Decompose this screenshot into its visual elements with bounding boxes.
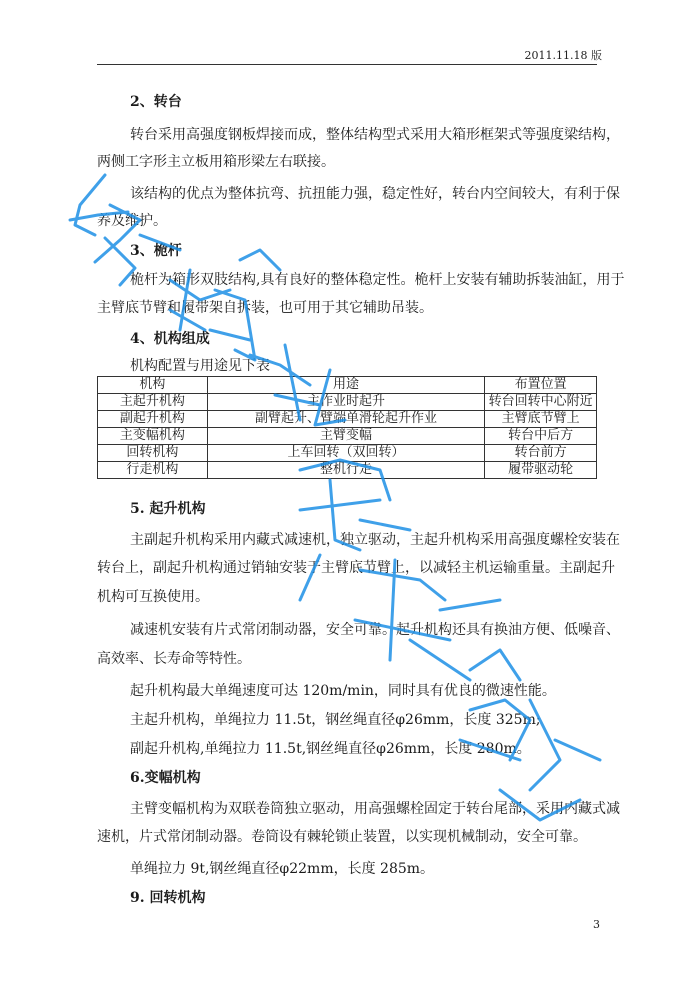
- turntable-p2-line2: 养及维护。: [97, 213, 167, 229]
- table-header-cell: 用途: [207, 377, 484, 394]
- hoist-aux-spec: 副起升机构,单绳拉力 11.5t,钢丝绳直径φ26mm，长度 280m。: [130, 741, 531, 757]
- turntable-p1-line1: 转台采用高强度钢板焊接而成，整体结构型式采用大箱形框架式等强度梁结构，: [130, 127, 620, 143]
- hoist-p2-line2: 高效率、长寿命等特性。: [97, 651, 251, 667]
- table-cell: 主起升机构: [98, 394, 208, 411]
- hoist-speed: 起升机构最大单绳速度可达 120m/min，同时具有优良的微速性能。: [130, 683, 556, 699]
- table-cell: 主臂底节臂上: [485, 411, 597, 428]
- heading-turntable: 2、转台: [130, 94, 182, 110]
- table-cell: 回转机构: [98, 445, 208, 462]
- table-row: [98, 462, 597, 479]
- hoist-p2-line1: 减速机安装有片式常闭制动器，安全可靠。起升机构还具有换油方便、低噪音、: [130, 622, 620, 638]
- mast-p1-line2: 主臂底节臂和履带架自拆装，也可用于其它辅助吊装。: [97, 300, 433, 316]
- mechanism-table: [97, 376, 597, 479]
- hoist-main-spec: 主起升机构，单绳拉力 11.5t，钢丝绳直径φ26mm，长度 325m;: [130, 712, 541, 728]
- table-row: [98, 394, 597, 411]
- heading-mast: 3、桅杆: [130, 243, 182, 259]
- table-cell: 履带驱动轮: [485, 462, 597, 479]
- table-cell: 主臂变幅: [207, 428, 484, 445]
- table-cell: 整机行走: [207, 462, 484, 479]
- table-cell: 转台前方: [485, 445, 597, 462]
- table-row: [98, 411, 597, 428]
- mast-p1-line1: 桅杆为箱形双肢结构,具有良好的整体稳定性。桅杆上安装有辅助拆装油缸，用于: [130, 272, 625, 288]
- luffing-p1-line1: 主臂变幅机构为双联卷筒独立驱动，用高强螺栓固定于转台尾部，采用内藏式减: [130, 801, 620, 817]
- table-cell: 转台回转中心附近: [485, 394, 597, 411]
- table-cell: 转台中后方: [485, 428, 597, 445]
- table-header-cell: 机构: [98, 377, 208, 394]
- luffing-p1-line2: 速机，片式常闭制动器。卷筒设有棘轮锁止装置，以实现机械制动，安全可靠。: [97, 829, 587, 845]
- mechanisms-intro: 机构配置与用途见下表: [130, 358, 270, 374]
- heading-luffing: 6.变幅机构: [130, 770, 201, 786]
- hoist-p1-line2: 转台上，副起升机构通过销轴安装于主臂底节臂上，以减轻主机运输重量。主副起升: [97, 560, 615, 576]
- table-cell: 主变幅机构: [98, 428, 208, 445]
- luffing-spec: 单绳拉力 9t,钢丝绳直径φ22mm，长度 285m。: [130, 861, 435, 877]
- table-cell: 主作业时起升: [207, 394, 484, 411]
- table-row: [98, 428, 597, 445]
- heading-mechanisms: 4、机构组成: [130, 331, 210, 347]
- page-number: 3: [593, 918, 600, 931]
- heading-hoist: 5. 起升机构: [130, 501, 206, 517]
- turntable-p1-line2: 两侧工字形主立板用箱形梁左右联接。: [97, 154, 335, 170]
- hoist-p1-line1: 主副起升机构采用内藏式减速机，独立驱动，主起升机构采用高强度螺栓安装在: [130, 532, 620, 548]
- hoist-p1-line3: 机构可互换使用。: [97, 589, 209, 605]
- table-header-cell: 布置位置: [485, 377, 597, 394]
- turntable-p2-line1: 该结构的优点为整体抗弯、抗扭能力强，稳定性好，转台内空间较大，有利于保: [130, 186, 620, 202]
- table-cell: 副臂起升、臂端单滑轮起升作业: [207, 411, 484, 428]
- table-cell: 副起升机构: [98, 411, 208, 428]
- table-row: [98, 445, 597, 462]
- heading-slewing: 9. 回转机构: [130, 890, 206, 906]
- table-cell: 上车回转（双回转）: [207, 445, 484, 462]
- header-rule: [97, 64, 597, 65]
- table-header-row: [98, 377, 597, 394]
- header-version: 2011.11.18 版: [524, 49, 602, 62]
- table-cell: 行走机构: [98, 462, 208, 479]
